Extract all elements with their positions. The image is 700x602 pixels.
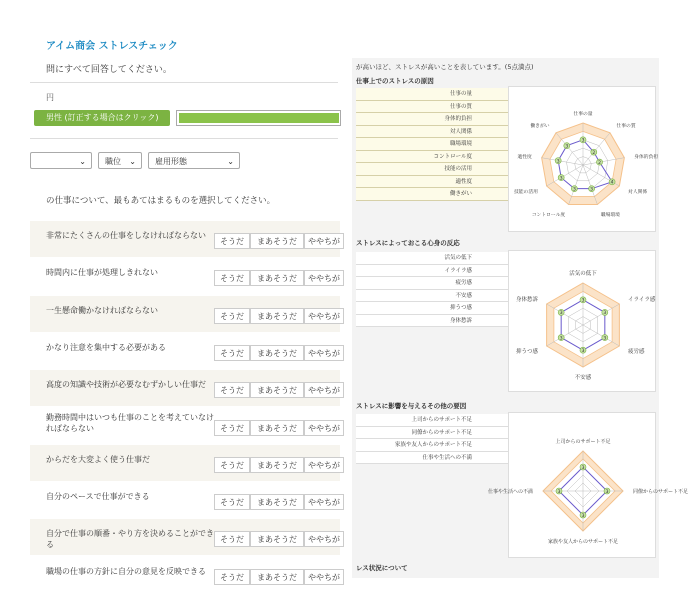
question-text: 勤務時間中はいつも仕事のことを考えていなければならない bbox=[46, 412, 214, 433]
answer-option[interactable]: ややちが bbox=[304, 457, 344, 473]
radar-axis-label: 身体愁訴 bbox=[515, 297, 538, 303]
section-title: ストレスに影響を与えるその他の要因 bbox=[356, 402, 467, 410]
radar-chart-3 bbox=[487, 412, 689, 558]
answer-option[interactable]: そうだ bbox=[214, 345, 250, 361]
radar-axis-label: 家族や友人からのサポート不足 bbox=[547, 539, 619, 545]
answer-option[interactable]: まあそうだ bbox=[250, 308, 304, 324]
answer-option[interactable]: ややちが bbox=[304, 308, 344, 324]
radar-point-value: 3 bbox=[581, 298, 585, 304]
department-select[interactable] bbox=[30, 152, 92, 169]
radar-axis-label: 働きがい bbox=[530, 124, 550, 130]
question-row bbox=[30, 408, 340, 444]
question-row bbox=[30, 370, 340, 406]
answer-option[interactable]: まあそうだ bbox=[250, 531, 304, 547]
radar-point-value: 3 bbox=[605, 489, 609, 495]
answer-option[interactable]: ややちが bbox=[304, 233, 344, 249]
radar-point-value: 3 bbox=[581, 138, 585, 144]
question-text: からだを大変よく使う仕事だ bbox=[46, 454, 150, 464]
radar-svg bbox=[509, 87, 657, 233]
question-text: 時間内に仕事が処理しきれない bbox=[46, 268, 158, 278]
question-text: かなり注意を集中する必要がある bbox=[46, 342, 166, 352]
question-row bbox=[30, 258, 340, 294]
radar-axis-label: 身体的負担 bbox=[634, 154, 659, 160]
factor-label: 身体的負担 bbox=[356, 113, 508, 126]
question-text: 職場の仕事の方針に自分の意見を反映できる bbox=[46, 566, 206, 576]
radar-point-value: 3 bbox=[581, 349, 585, 354]
radar-axis-label: 疲労感 bbox=[628, 349, 645, 355]
factor-label: 仕事の量 bbox=[356, 88, 508, 101]
factor-label: コントロール度 bbox=[356, 151, 508, 164]
radar-point-value: 3 bbox=[559, 336, 563, 342]
radar-chart-1 bbox=[508, 86, 659, 232]
section-title: レス状況について bbox=[356, 564, 408, 572]
answer-option[interactable]: そうだ bbox=[214, 494, 250, 510]
question-instruction: の仕事について、最もあてはまるものを選択してください。 bbox=[46, 196, 276, 206]
radar-point-value: 3 bbox=[581, 513, 585, 519]
factor-label: 活気の低下 bbox=[356, 252, 508, 265]
answer-option[interactable]: そうだ bbox=[214, 569, 250, 585]
factor-label: 疲労感 bbox=[356, 277, 508, 290]
factor-label: 適性度 bbox=[356, 176, 508, 189]
chevron-down-icon: ⌄ bbox=[79, 157, 86, 166]
factor-label: 家族や友人からのサポート不足 bbox=[356, 439, 508, 452]
radar-axis-label: 対人関係 bbox=[628, 190, 648, 195]
position-select[interactable] bbox=[98, 152, 142, 169]
progress-bar bbox=[176, 110, 341, 126]
answer-option[interactable]: そうだ bbox=[214, 270, 250, 286]
select-value: 雇用形態 bbox=[155, 157, 187, 166]
factor-label: 不安感 bbox=[356, 290, 508, 303]
question-text: 高度の知識や技術が必要なむずかしい仕事だ bbox=[46, 380, 206, 390]
page-title: アイム商会 ストレスチェック bbox=[46, 41, 178, 52]
radar-axis-label: 仕事や生活への不満 bbox=[487, 489, 533, 495]
section3-list bbox=[356, 414, 508, 464]
gender-button[interactable]: 男性 (訂正する場合はクリック) bbox=[34, 110, 170, 126]
answer-option[interactable]: そうだ bbox=[214, 308, 250, 324]
answer-option[interactable]: まあそうだ bbox=[250, 569, 304, 585]
questionnaire-panel bbox=[0, 0, 338, 602]
question-row bbox=[30, 333, 340, 369]
radar-point-value: 3 bbox=[559, 176, 563, 182]
question-text: 自分で仕事の順番・やり方を決めることができる bbox=[46, 529, 214, 550]
factor-label: 上司からのサポート不足 bbox=[356, 414, 508, 427]
radar-svg bbox=[509, 251, 657, 393]
chevron-down-icon: ⌄ bbox=[129, 157, 136, 166]
results-panel bbox=[352, 58, 689, 578]
radar-axis-label: 仕事の質 bbox=[616, 124, 636, 130]
answer-option[interactable]: ややちが bbox=[304, 382, 344, 398]
chevron-down-icon: ⌄ bbox=[227, 157, 234, 166]
answer-option[interactable]: そうだ bbox=[214, 382, 250, 398]
factor-label: 身体愁訴 bbox=[356, 315, 508, 328]
radar-axis-label: 同僚からのサポート不足 bbox=[633, 489, 689, 495]
radar-point-value: 4 bbox=[610, 180, 614, 186]
radar-axis-label: 活気の低下 bbox=[569, 271, 597, 277]
question-text: 一生懸命働かなければならない bbox=[46, 305, 158, 315]
factor-label: 職場環境 bbox=[356, 138, 508, 151]
radar-point-value: 3 bbox=[557, 489, 561, 495]
question-row bbox=[30, 445, 340, 481]
question-row bbox=[30, 557, 340, 593]
answer-option[interactable]: ややちが bbox=[304, 494, 344, 510]
employment-type-select[interactable] bbox=[148, 152, 240, 169]
answer-option[interactable]: ややちが bbox=[304, 345, 344, 361]
answer-option[interactable]: まあそうだ bbox=[250, 420, 304, 436]
answer-option[interactable]: そうだ bbox=[214, 531, 250, 547]
divider bbox=[30, 82, 338, 83]
radar-svg bbox=[487, 413, 689, 559]
radar-axis-label: コントロール度 bbox=[531, 212, 566, 218]
section1-list bbox=[356, 88, 508, 201]
radar-axis-label: 職場環境 bbox=[600, 212, 620, 218]
factor-label: 働きがい bbox=[356, 188, 508, 201]
answer-option[interactable]: まあそうだ bbox=[250, 457, 304, 473]
radar-point-value: 3 bbox=[556, 159, 560, 165]
question-row bbox=[30, 519, 340, 555]
respondent-name: 円 bbox=[46, 93, 54, 102]
radar-axis-label: 仕事の量 bbox=[573, 112, 593, 117]
radar-point-value: 3 bbox=[565, 144, 569, 150]
answer-option[interactable]: まあそうだ bbox=[250, 270, 304, 286]
question-row bbox=[30, 296, 340, 332]
factor-label: 仕事の質 bbox=[356, 101, 508, 114]
factor-label: 仕事や生活への不満 bbox=[356, 452, 508, 465]
factor-label: 対人関係 bbox=[356, 126, 508, 139]
question-text: 非常にたくさんの仕事をしなければならない bbox=[46, 231, 206, 240]
radar-point-value: 3 bbox=[572, 187, 576, 193]
radar-point-value: 3 bbox=[603, 336, 607, 342]
answer-option[interactable]: ややちが bbox=[304, 420, 344, 436]
answer-option[interactable]: そうだ bbox=[214, 420, 250, 436]
answer-option[interactable]: まあそうだ bbox=[250, 233, 304, 249]
answer-option[interactable]: そうだ bbox=[214, 457, 250, 473]
question-text: 自分のペースで仕事ができる bbox=[46, 492, 150, 502]
factor-label: 抑うつ感 bbox=[356, 302, 508, 315]
section2-list bbox=[356, 252, 508, 327]
radar-axis-label: 抑うつ感 bbox=[515, 349, 538, 355]
answer-option[interactable]: まあそうだ bbox=[250, 382, 304, 398]
radar-chart-2 bbox=[508, 250, 656, 392]
instruction-text: 問にすべて回答してください。 bbox=[46, 65, 172, 75]
select-value: 職位 bbox=[105, 157, 121, 166]
answer-option[interactable]: ややちが bbox=[304, 531, 344, 547]
question-row bbox=[30, 221, 340, 257]
radar-point-value: 2 bbox=[592, 150, 596, 156]
divider bbox=[30, 138, 338, 139]
factor-label: 技能の活用 bbox=[356, 163, 508, 176]
radar-point-value: 2 bbox=[598, 160, 601, 166]
radar-point-value: 3 bbox=[581, 465, 585, 471]
radar-axis-label: 適性度 bbox=[517, 154, 532, 160]
radar-axis-label: 技能の活用 bbox=[513, 190, 538, 195]
progress-fill bbox=[179, 113, 339, 123]
results-note: が高いほど、ストレスが高いことを表しています。(5点満点) bbox=[356, 63, 534, 71]
factor-label: イライラ感 bbox=[356, 265, 508, 278]
answer-option[interactable]: ややちが bbox=[304, 569, 344, 585]
radar-point-value: 3 bbox=[590, 187, 594, 193]
answer-option[interactable]: まあそうだ bbox=[250, 345, 304, 361]
radar-axis-label: イライラ感 bbox=[628, 297, 656, 303]
radar-axis-label: 不安感 bbox=[574, 375, 592, 381]
radar-point-value: 3 bbox=[603, 311, 607, 317]
section-title: ストレスによっておこる心身の反応 bbox=[356, 239, 460, 247]
answer-option[interactable]: そうだ bbox=[214, 233, 250, 249]
radar-point-value: 3 bbox=[559, 311, 563, 317]
answer-option[interactable]: ややちが bbox=[304, 270, 344, 286]
question-row bbox=[30, 482, 340, 518]
section-title: 仕事上でのストレスの原因 bbox=[356, 77, 434, 85]
factor-label: 同僚からのサポート不足 bbox=[356, 427, 508, 440]
answer-option[interactable]: まあそうだ bbox=[250, 494, 304, 510]
radar-axis-label: 上司からのサポート不足 bbox=[555, 439, 611, 445]
